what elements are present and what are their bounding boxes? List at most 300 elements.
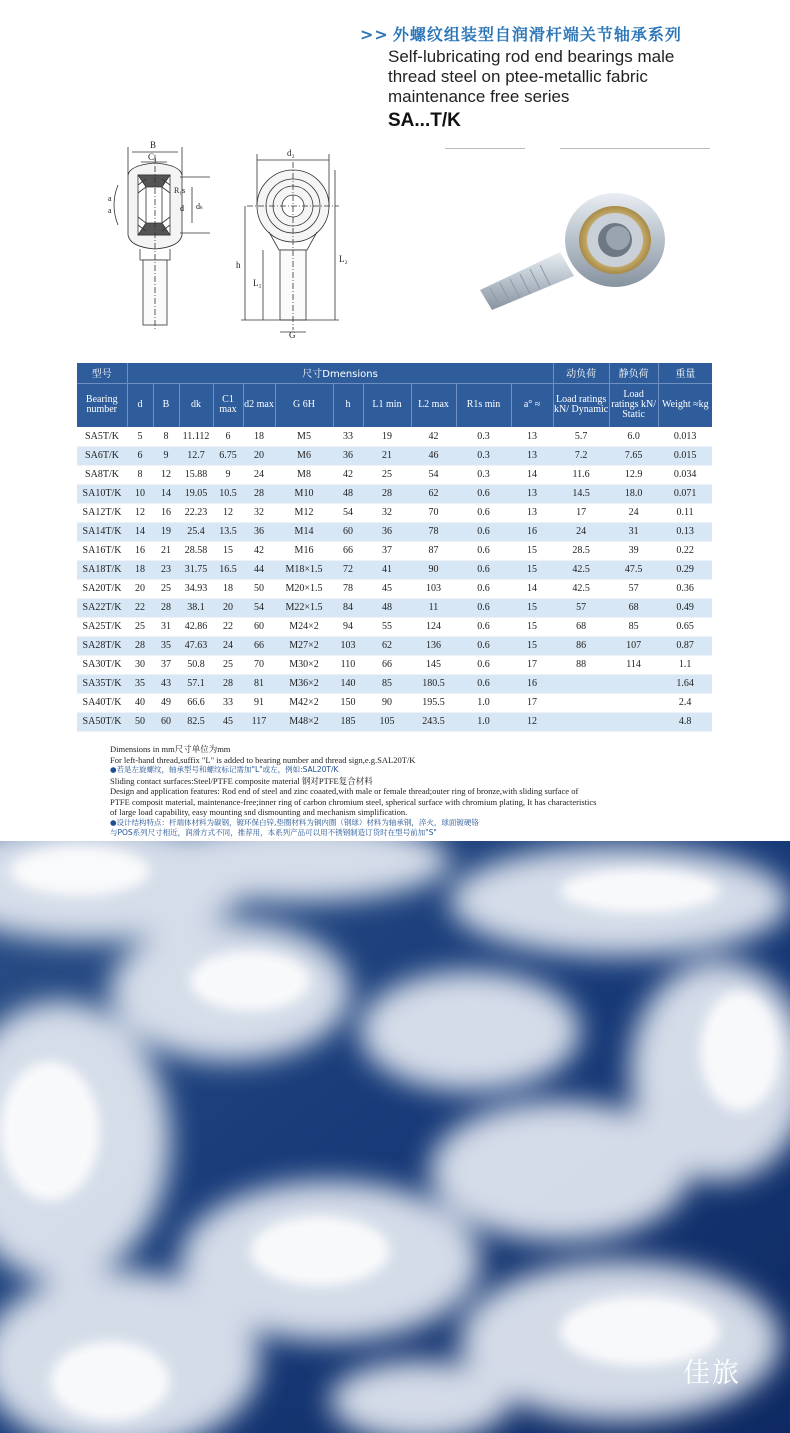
column-header: Load ratings kN/ Static [609, 383, 658, 427]
note-design-cn-1: ●设计结构特点：杆端体材料为碳钢，镀环保白锌,垫圈材料为铜内圈（钢球）材料为轴承钢，淬火，球面镀硬铬 [110, 817, 479, 827]
table-cell: 11 [411, 598, 456, 617]
column-header: d [127, 383, 153, 427]
label-d2: d₂ [287, 148, 295, 158]
label-c1: C₁ [148, 152, 158, 162]
table-cell: 0.29 [658, 560, 712, 579]
table-cell: 25.4 [179, 522, 213, 541]
table-cell: 0.3 [456, 446, 511, 465]
table-cell: SA8T/K [77, 465, 127, 484]
table-cell: 16 [511, 522, 553, 541]
table-cell: 18 [243, 427, 275, 446]
table-cell: 145 [411, 655, 456, 674]
table-cell: 87 [411, 541, 456, 560]
table-cell: M6 [275, 446, 333, 465]
table-cell: 31 [609, 522, 658, 541]
notes [110, 744, 670, 839]
table-cell: 0.13 [658, 522, 712, 541]
table-cell: 32 [363, 503, 411, 522]
table-cell: 35 [153, 636, 179, 655]
table-cell: 42 [243, 541, 275, 560]
group-header-dimensions: 尺寸Dmensions [127, 363, 553, 383]
table-cell: 32 [243, 503, 275, 522]
table-cell: 21 [363, 446, 411, 465]
table-cell: 19 [153, 522, 179, 541]
table-cell: 10.5 [213, 484, 243, 503]
table-cell: 0.6 [456, 541, 511, 560]
table-cell: 21 [153, 541, 179, 560]
table-cell: 28.5 [553, 541, 609, 560]
table-cell: 86 [553, 636, 609, 655]
table-cell: 124 [411, 617, 456, 636]
table-cell: 15 [511, 598, 553, 617]
table-cell [553, 712, 609, 731]
table-cell: 22 [127, 598, 153, 617]
table-cell: M22×1.5 [275, 598, 333, 617]
column-header: R1s min [456, 383, 511, 427]
table-cell: 45 [363, 579, 411, 598]
table-cell: SA12T/K [77, 503, 127, 522]
table-cell: 11.6 [553, 465, 609, 484]
table-row [77, 598, 712, 617]
table-cell: 195.5 [411, 693, 456, 712]
table-cell: 60 [153, 712, 179, 731]
table-cell: 18 [127, 560, 153, 579]
table-cell: 0.015 [658, 446, 712, 465]
table-cell: 40 [127, 693, 153, 712]
table-cell: 0.034 [658, 465, 712, 484]
table-cell: 14 [511, 579, 553, 598]
table-cell: M12 [275, 503, 333, 522]
table-cell: 15 [511, 636, 553, 655]
table-cell: 16.5 [213, 560, 243, 579]
note-sliding: Sliding contact surfaces:Steel/PTFE composite material 钢对PTFE复合材料 [110, 775, 373, 786]
table-cell: 62 [411, 484, 456, 503]
table-cell: 6 [213, 427, 243, 446]
table-cell: 36 [363, 522, 411, 541]
column-header: dk [179, 383, 213, 427]
table-cell: 15 [511, 560, 553, 579]
table-cell: 25 [213, 655, 243, 674]
table-cell: 20 [243, 446, 275, 465]
table-cell: 103 [333, 636, 363, 655]
column-header: a° ≈ [511, 383, 553, 427]
title-english [388, 47, 778, 107]
table-cell: 55 [363, 617, 411, 636]
table-cell: 243.5 [411, 712, 456, 731]
table-cell: 49 [153, 693, 179, 712]
table-cell: 11.112 [179, 427, 213, 446]
table-row [77, 503, 712, 522]
table-cell: SA5T/K [77, 427, 127, 446]
column-header: G 6H [275, 383, 333, 427]
table-cell [609, 674, 658, 693]
table-cell: 66.6 [179, 693, 213, 712]
table-cell: SA14T/K [77, 522, 127, 541]
table-cell: 4.8 [658, 712, 712, 731]
label-l2: L₂ [339, 254, 348, 264]
table-cell: 107 [609, 636, 658, 655]
table-cell: 18.0 [609, 484, 658, 503]
title-arrows: >> [360, 25, 389, 44]
table-cell: 42 [333, 465, 363, 484]
table-cell: 9 [153, 446, 179, 465]
group-header-static: 静负荷 [609, 363, 658, 383]
table-cell: 16 [153, 503, 179, 522]
table-cell: 28 [127, 636, 153, 655]
table-cell: 1.0 [456, 712, 511, 731]
table-cell: 0.013 [658, 427, 712, 446]
note-design-1: Design and application features: Rod end of steel and zinc coaated,with male or female thread;outer ring of bronze,with sliding surface of [110, 786, 579, 796]
table-cell: 47.5 [609, 560, 658, 579]
table-row [77, 484, 712, 503]
table-cell: 18 [213, 579, 243, 598]
table-cell: 23 [153, 560, 179, 579]
table-cell: 48 [363, 598, 411, 617]
table-cell: 39 [609, 541, 658, 560]
column-header-row [77, 383, 712, 427]
label-l1: L₁ [253, 278, 262, 288]
column-header: Weight ≈kg [658, 383, 712, 427]
table-cell: 42 [411, 427, 456, 446]
table-cell: 15.88 [179, 465, 213, 484]
table-cell: 68 [553, 617, 609, 636]
table-cell: M10 [275, 484, 333, 503]
table-cell: 8 [153, 427, 179, 446]
table-cell: 13 [511, 484, 553, 503]
divider-left [445, 148, 525, 149]
title-english-line-2: thread steel on ptee-metallic fabric [388, 67, 648, 86]
table-cell: SA10T/K [77, 484, 127, 503]
table-cell: 14 [127, 522, 153, 541]
table-cell: 88 [553, 655, 609, 674]
table-cell: 60 [333, 522, 363, 541]
table-cell: 136 [411, 636, 456, 655]
table-cell [609, 712, 658, 731]
table-cell: 0.65 [658, 617, 712, 636]
table-cell: 15 [213, 541, 243, 560]
table-cell: SA18T/K [77, 560, 127, 579]
table-cell: 16 [511, 674, 553, 693]
table-cell: 6 [127, 446, 153, 465]
table-cell: SA28T/K [77, 636, 127, 655]
table-cell: 46 [411, 446, 456, 465]
table-cell: 94 [333, 617, 363, 636]
table-cell: M16 [275, 541, 333, 560]
table-cell: 10 [127, 484, 153, 503]
table-row [77, 465, 712, 484]
label-g: G [289, 330, 296, 340]
note-design-3: of large load capability, easy mounting snd dismounting and mechanism simplification. [110, 807, 408, 817]
column-header: L1 min [363, 383, 411, 427]
table-cell: 70 [411, 503, 456, 522]
table-cell: 1.0 [456, 693, 511, 712]
table-cell: 30 [127, 655, 153, 674]
table-cell: 13 [511, 446, 553, 465]
table-cell: 17 [511, 693, 553, 712]
table-cell: 0.6 [456, 617, 511, 636]
column-header: Bearing number [77, 383, 127, 427]
table-cell: M8 [275, 465, 333, 484]
side-section-drawing [100, 135, 210, 335]
table-cell: 0.6 [456, 674, 511, 693]
note-left-hand-cn: ●若是左旋螺纹，轴承型号和螺纹标记需加"L"或左，例如:SAL20T/K [110, 765, 339, 774]
note-design-2: PTFE composit material, maintenance-free;inner ring of carbon chromium steel, spherical surface with chromium plating, It has characteristics [110, 796, 597, 807]
table-cell: 24 [609, 503, 658, 522]
table-cell: 90 [411, 560, 456, 579]
table-cell: 28 [213, 674, 243, 693]
table-cell: 34.93 [179, 579, 213, 598]
table-cell: 57.1 [179, 674, 213, 693]
table-cell: 2.4 [658, 693, 712, 712]
table-cell: 42.5 [553, 579, 609, 598]
table-cell: 85 [609, 617, 658, 636]
table-cell: 180.5 [411, 674, 456, 693]
table-cell: 14 [153, 484, 179, 503]
table-cell: 60 [243, 617, 275, 636]
table-cell: 68 [609, 598, 658, 617]
table-cell: 19 [363, 427, 411, 446]
table-cell: 13 [511, 503, 553, 522]
note-dimensions: Dimensions in mm尺寸单位为mm [110, 744, 231, 754]
table-row [77, 579, 712, 598]
table-cell: 17 [511, 655, 553, 674]
table-cell: 22 [213, 617, 243, 636]
table-cell: 42.86 [179, 617, 213, 636]
table-cell: 91 [243, 693, 275, 712]
column-header: L2 max [411, 383, 456, 427]
table-cell: 28 [363, 484, 411, 503]
table-cell: 13 [511, 427, 553, 446]
table-cell: 78 [333, 579, 363, 598]
table-cell: 43 [153, 674, 179, 693]
table-cell: M20×1.5 [275, 579, 333, 598]
table-cell: 14 [511, 465, 553, 484]
table-cell: 0.6 [456, 655, 511, 674]
table-cell: 6.75 [213, 446, 243, 465]
table-cell: 185 [333, 712, 363, 731]
table-cell: 25 [127, 617, 153, 636]
table-cell: 105 [363, 712, 411, 731]
table-cell: SA50T/K [77, 712, 127, 731]
table-row [77, 674, 712, 693]
table-cell: 20 [213, 598, 243, 617]
table-cell: SA40T/K [77, 693, 127, 712]
table-cell: 81 [243, 674, 275, 693]
table-cell: 0.11 [658, 503, 712, 522]
table-cell: 24 [243, 465, 275, 484]
column-header: B [153, 383, 179, 427]
table-cell: 8 [127, 465, 153, 484]
table-cell: 0.6 [456, 484, 511, 503]
table-row [77, 522, 712, 541]
table-cell: 37 [363, 541, 411, 560]
table-cell: 103 [411, 579, 456, 598]
table-cell: 12.7 [179, 446, 213, 465]
watermark-text: 佳旅 [683, 1358, 741, 1389]
table-cell: M36×2 [275, 674, 333, 693]
table-cell: 72 [333, 560, 363, 579]
table-cell: 66 [333, 541, 363, 560]
table-cell: 6.0 [609, 427, 658, 446]
table-cell: 0.22 [658, 541, 712, 560]
table-row [77, 446, 712, 465]
rod-end-product-image [470, 180, 675, 320]
table-cell: 12.9 [609, 465, 658, 484]
table-cell: 33 [213, 693, 243, 712]
table-cell: 15 [511, 617, 553, 636]
title-chinese [360, 22, 682, 45]
table-cell: 13.5 [213, 522, 243, 541]
table-row [77, 636, 712, 655]
table-cell: 0.3 [456, 427, 511, 446]
table-cell: 38.1 [179, 598, 213, 617]
table-cell: 12 [511, 712, 553, 731]
title-english-line-1: Self-lubricating rod end bearings male [388, 47, 675, 66]
table-row [77, 427, 712, 446]
table-cell: 85 [363, 674, 411, 693]
label-b: B [150, 140, 157, 150]
table-cell: 16 [127, 541, 153, 560]
label-dk: dₖ [196, 202, 204, 211]
table-cell: 20 [127, 579, 153, 598]
group-header-weight: 重量 [658, 363, 712, 383]
label-h: h [236, 260, 241, 270]
table-cell: 70 [243, 655, 275, 674]
table-cell: 45 [213, 712, 243, 731]
table-cell: 41 [363, 560, 411, 579]
table-cell: 7.2 [553, 446, 609, 465]
table-cell: 22.23 [179, 503, 213, 522]
table-cell: 48 [333, 484, 363, 503]
table-body [77, 427, 712, 731]
table-cell: 54 [243, 598, 275, 617]
table-cell: 1.1 [658, 655, 712, 674]
table-cell: SA6T/K [77, 446, 127, 465]
column-header: h [333, 383, 363, 427]
table-cell: 36 [333, 446, 363, 465]
table-cell: 28 [243, 484, 275, 503]
table-cell: 33 [333, 427, 363, 446]
title-chinese-text: 外螺纹组装型自润滑杆端关节轴承系列 [392, 25, 682, 44]
table-cell: 24 [213, 636, 243, 655]
spec-table [77, 363, 712, 732]
table-cell: 12 [127, 503, 153, 522]
table-cell [553, 674, 609, 693]
table-cell: 44 [243, 560, 275, 579]
table-cell: 66 [363, 655, 411, 674]
table-cell: 14.5 [553, 484, 609, 503]
table-cell: 7.65 [609, 446, 658, 465]
label-a2: a [108, 206, 112, 215]
label-r1s: R₁s [174, 186, 186, 195]
table-cell: SA35T/K [77, 674, 127, 693]
table-row [77, 712, 712, 731]
column-header: d2 max [243, 383, 275, 427]
table-cell: 28.58 [179, 541, 213, 560]
table-cell: 5.7 [553, 427, 609, 446]
table-cell: 47.63 [179, 636, 213, 655]
table-cell: 150 [333, 693, 363, 712]
label-a: a [108, 194, 112, 203]
table-cell: 0.36 [658, 579, 712, 598]
table-cell: 0.6 [456, 579, 511, 598]
table-cell: M30×2 [275, 655, 333, 674]
table-cell: 90 [363, 693, 411, 712]
table-cell: 140 [333, 674, 363, 693]
table-cell: 114 [609, 655, 658, 674]
table-cell: SA20T/K [77, 579, 127, 598]
table-cell: 50 [127, 712, 153, 731]
table-cell: 35 [127, 674, 153, 693]
table-cell: 0.3 [456, 465, 511, 484]
table-cell: M48×2 [275, 712, 333, 731]
front-view-drawing [235, 140, 365, 340]
table-cell: 12 [213, 503, 243, 522]
table-row [77, 617, 712, 636]
table-cell: 110 [333, 655, 363, 674]
table-row [77, 541, 712, 560]
table-cell: 25 [153, 579, 179, 598]
table-cell: 0.6 [456, 503, 511, 522]
table-cell: 28 [153, 598, 179, 617]
table-cell: M24×2 [275, 617, 333, 636]
table-cell: 5 [127, 427, 153, 446]
table-cell: 0.6 [456, 560, 511, 579]
note-design-cn-2: 与POS系列尺寸相近，润滑方式不同，推荐用，本系列产品可以用不锈钢制造订货时在型号前加"S" [110, 828, 437, 837]
table-row [77, 560, 712, 579]
table-row [77, 655, 712, 674]
table-cell: M14 [275, 522, 333, 541]
table-cell: 62 [363, 636, 411, 655]
table-cell: 9 [213, 465, 243, 484]
table-cell: SA16T/K [77, 541, 127, 560]
table-cell: SA25T/K [77, 617, 127, 636]
table-cell: 36 [243, 522, 275, 541]
title-english-line-3: maintenance free series [388, 87, 570, 106]
table-cell: 57 [609, 579, 658, 598]
table-cell: 84 [333, 598, 363, 617]
table-cell: M5 [275, 427, 333, 446]
model-code: SA...T/K [388, 110, 461, 131]
table-cell: 42.5 [553, 560, 609, 579]
table-cell: 0.6 [456, 598, 511, 617]
table-cell: SA22T/K [77, 598, 127, 617]
sky-cloud-image [0, 841, 790, 1433]
label-d: d [180, 204, 184, 213]
group-header-model: 型号 [77, 363, 127, 383]
table-cell [609, 693, 658, 712]
table-cell: 31.75 [179, 560, 213, 579]
table-cell: 82.5 [179, 712, 213, 731]
table-cell: 24 [553, 522, 609, 541]
column-header: Load ratings kN/ Dynamic [553, 383, 609, 427]
table-cell: 12 [153, 465, 179, 484]
table-cell: 15 [511, 541, 553, 560]
table-cell: 0.87 [658, 636, 712, 655]
table-cell: 31 [153, 617, 179, 636]
table-cell: 25 [363, 465, 411, 484]
table-row [77, 693, 712, 712]
table-cell: M27×2 [275, 636, 333, 655]
table-cell: 0.49 [658, 598, 712, 617]
table-cell: M42×2 [275, 693, 333, 712]
table-cell: SA30T/K [77, 655, 127, 674]
table-cell: 1.64 [658, 674, 712, 693]
table-cell: 17 [553, 503, 609, 522]
table-cell: 0.6 [456, 522, 511, 541]
table-cell: 19.05 [179, 484, 213, 503]
table-cell: 0.6 [456, 636, 511, 655]
